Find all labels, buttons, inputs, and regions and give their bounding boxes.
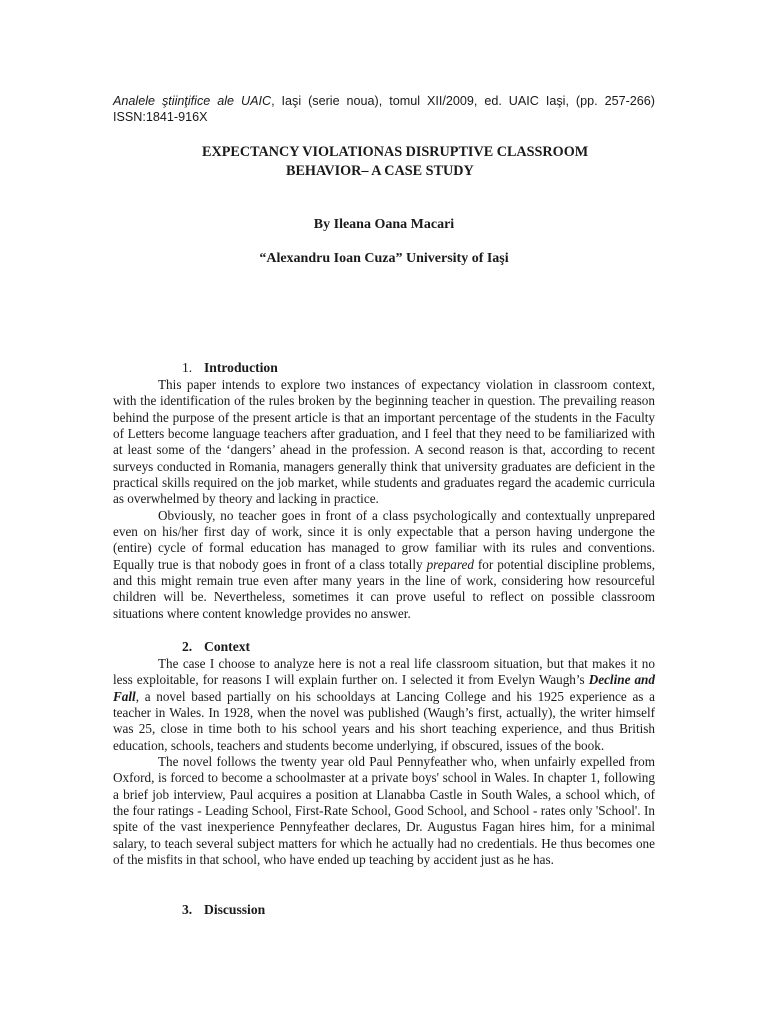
section-number: 3. [182,902,193,917]
paragraph-text: The case I choose to analyze here is not a real life classroom situation, but that makes it no less exploitable, for reasons I will explain further on. I selected it from Evelyn Waugh’s [113,656,655,688]
paragraph: This paper intends to explore two instances of expectancy violation in classroom context, with the identification of the rules broken by the beginning teacher in question. The prevailing reason behind the purpose of the present article is that an important percentage of the students in the Faculty of Letters become language teachers after graduation, and I feel that they need to be familiarized with at least some of the ‘dangers’ ahead in the profession. A second reason is that, according to recent surveys conducted in Romania, managers generally think that university graduates are deficient in the practical skills required on the job market, while students and graduates regard the academic curricula as overwhelmed by theory and lacking in practice. [113,377,655,507]
emphasized-word: prepared [426,556,474,572]
section-heading-context [182,638,250,655]
citation-header [113,93,655,125]
section-title: Discussion [204,902,266,917]
affiliation-line: “Alexandru Ioan Cuza” University of Iaşi [259,251,509,266]
citation-details: , Iaşi (serie noua), tomul XII/2009, ed. UAIC Iaşi, (pp. 257-266) ISSN:1841-916X [113,94,655,124]
section-heading-discussion [182,901,265,918]
author-line: By Ileana Oana Macari [313,217,455,232]
paper-title-line-1: EXPECTANCY VIOLATIONAS DISRUPTIVE CLASSROOM [202,144,589,160]
section-heading-introduction [182,359,278,376]
book-title: Decline and Fall [113,672,655,704]
paragraph: The novel follows the twenty year old Paul Pennyfeather who, when unfairly expelled from Oxford, is forced to become a schoolmaster at a private boys' school in Wales. In chapter 1, following a brief job interview, Paul acquires a position at Llanabba Castle in South Wales, a school which, of the four ratings - Leading School, First-Rate School, Good School, and School - rates only 'School'. In spite of the vast inexperience Pennyfeather declares, Dr. Augustus Fagan hires him, for a minimal salary, to teach several subject matters for which he actually had no credentials. He thus becomes one of the misfits in that school, who have ended up teaching by accident just as he has. [113,754,655,868]
section-title: Context [204,639,251,654]
introduction-body [113,377,655,622]
journal-name: Analele ştiinţifice ale UAIC [113,94,272,108]
section-number: 2. [182,639,193,654]
section-number: 1. [182,360,193,375]
paragraph-text: for potential discipline problems, and this might remain true even after many years in the line of work, considering how resourceful children will be. Nevertheless, sometimes it can prove useful to reflect on possible classroom situations where content knowledge provides no answer. [113,556,655,621]
paragraph [113,508,655,622]
section-title: Introduction [204,360,278,375]
paragraph-text: Obviously, no teacher goes in front of a class psychologically and contextually unprepared even on his/her first day of work, since it is only expectable that a person having undergone the (entire) cycle of formal education has managed to grow familiar with its rules and conventions. Equally true is that nobody goes in front of a class totally [113,507,655,572]
context-body [113,656,655,868]
paper-title-line-2: BEHAVIOR– A CASE STUDY [286,163,474,179]
paragraph-text: , a novel based partially on his schooldays at Lancing College and his 1925 experience as a teacher in Wales. In 1928, when the novel was published (Waugh’s first, actually), the writer himself was 25, close in time both to his school years and his short teaching experience, and thus British education, schools, teachers and students become underlying, if obscured, issues of the book. [113,688,655,753]
paper-title [113,143,655,181]
paragraph [113,656,655,754]
